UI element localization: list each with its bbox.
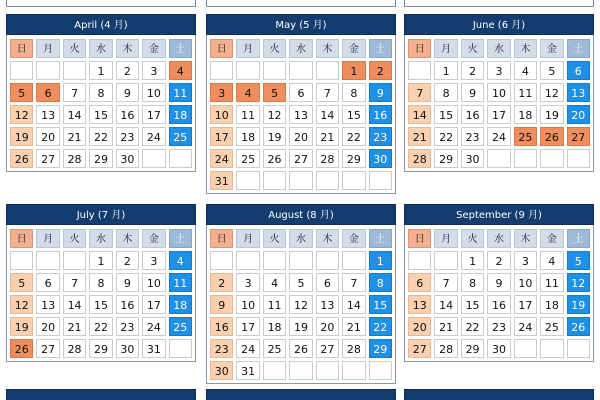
day-cell[interactable]: 19	[10, 317, 33, 336]
empty-day-cell	[316, 61, 339, 80]
empty-day-cell	[142, 149, 165, 168]
day-cell[interactable]: 17	[514, 295, 537, 314]
day-cell[interactable]: 15	[461, 295, 484, 314]
empty-day-cell	[342, 361, 365, 380]
empty-day-cell	[369, 361, 392, 380]
day-cell[interactable]: 23	[487, 317, 510, 336]
day-cell[interactable]: 27	[316, 339, 339, 358]
weekday-header: 日	[408, 39, 431, 58]
day-cell[interactable]: 13	[408, 295, 431, 314]
empty-day-cell	[289, 251, 312, 270]
prev-row-bottom-1	[6, 0, 196, 7]
day-cell[interactable]: 25	[540, 317, 563, 336]
empty-day-cell	[408, 61, 431, 80]
weekday-header: 金	[342, 39, 365, 58]
weekday-header: 水	[89, 39, 112, 58]
empty-day-cell	[342, 171, 365, 190]
day-cell[interactable]: 9	[461, 83, 484, 102]
weekday-header: 火	[63, 229, 86, 248]
month-card-april	[6, 14, 196, 172]
day-cell[interactable]: 13	[289, 105, 312, 124]
day-cell[interactable]: 20	[408, 317, 431, 336]
empty-day-cell	[236, 61, 259, 80]
day-cell[interactable]: 19	[540, 105, 563, 124]
day-cell[interactable]: 2	[369, 61, 392, 80]
day-cell[interactable]: 13	[567, 83, 590, 102]
empty-day-cell	[263, 361, 286, 380]
empty-day-cell	[289, 361, 312, 380]
day-cell[interactable]: 10	[514, 273, 537, 292]
weekday-header: 日	[210, 229, 233, 248]
next-row-top-1	[6, 389, 196, 400]
day-cell[interactable]: 17	[142, 295, 165, 314]
weekday-header: 木	[514, 39, 537, 58]
day-cell[interactable]: 21	[408, 127, 431, 146]
month-card-august	[206, 204, 396, 384]
day-cell[interactable]: 26	[567, 317, 590, 336]
day-cell[interactable]: 27	[408, 339, 431, 358]
day-cell[interactable]: 21	[342, 317, 365, 336]
day-cell[interactable]: 25	[236, 149, 259, 168]
day-cell[interactable]: 29	[461, 339, 484, 358]
weekday-header: 土	[369, 39, 392, 58]
day-cell[interactable]: 17	[487, 105, 510, 124]
day-cell[interactable]: 6	[36, 273, 59, 292]
day-cell[interactable]: 25	[169, 317, 192, 336]
day-cell[interactable]: 16	[116, 295, 139, 314]
day-cell[interactable]: 16	[210, 317, 233, 336]
empty-day-cell	[316, 361, 339, 380]
weekday-header: 水	[289, 39, 312, 58]
day-cell[interactable]: 10	[210, 105, 233, 124]
empty-day-cell	[210, 61, 233, 80]
day-cell[interactable]: 28	[63, 149, 86, 168]
day-cell[interactable]: 14	[342, 295, 365, 314]
day-cell[interactable]: 27	[567, 127, 590, 146]
day-cell[interactable]: 20	[316, 317, 339, 336]
day-cell[interactable]: 9	[210, 295, 233, 314]
day-cell[interactable]: 16	[116, 105, 139, 124]
day-grid	[404, 35, 594, 172]
day-cell[interactable]: 23	[210, 339, 233, 358]
weekday-header: 月	[434, 229, 457, 248]
day-cell[interactable]: 20	[567, 105, 590, 124]
day-cell[interactable]: 15	[342, 105, 365, 124]
day-cell[interactable]: 21	[434, 317, 457, 336]
day-cell[interactable]: 2	[116, 251, 139, 270]
empty-day-cell	[263, 171, 286, 190]
empty-day-cell	[567, 149, 590, 168]
day-grid	[404, 225, 594, 362]
day-cell[interactable]: 8	[461, 273, 484, 292]
day-cell[interactable]: 15	[369, 295, 392, 314]
day-cell[interactable]: 5	[567, 251, 590, 270]
day-cell[interactable]: 7	[316, 83, 339, 102]
empty-day-cell	[63, 251, 86, 270]
month-title: June (6 月)	[404, 14, 594, 35]
day-cell[interactable]: 12	[567, 273, 590, 292]
day-cell[interactable]: 7	[434, 273, 457, 292]
weekday-header: 日	[210, 39, 233, 58]
day-cell[interactable]: 8	[369, 273, 392, 292]
day-cell[interactable]: 31	[142, 339, 165, 358]
weekday-header: 金	[142, 39, 165, 58]
weekday-header: 木	[514, 229, 537, 248]
weekday-header: 月	[236, 229, 259, 248]
month-title: April (4 月)	[6, 14, 196, 35]
day-cell[interactable]: 6	[567, 61, 590, 80]
day-cell[interactable]: 23	[116, 127, 139, 146]
day-cell[interactable]: 4	[263, 273, 286, 292]
day-cell[interactable]: 24	[487, 127, 510, 146]
day-cell[interactable]: 10	[487, 83, 510, 102]
day-cell[interactable]: 4	[514, 61, 537, 80]
weekday-header: 木	[116, 39, 139, 58]
day-cell[interactable]: 26	[10, 339, 33, 358]
day-cell[interactable]: 24	[210, 149, 233, 168]
day-cell[interactable]: 12	[10, 105, 33, 124]
day-cell[interactable]: 22	[342, 127, 365, 146]
weekday-header: 火	[263, 229, 286, 248]
day-cell[interactable]: 15	[89, 105, 112, 124]
day-cell[interactable]: 28	[63, 339, 86, 358]
month-title: May (5 月)	[206, 14, 396, 35]
day-cell[interactable]: 4	[236, 83, 259, 102]
day-cell[interactable]: 29	[369, 339, 392, 358]
weekday-header: 日	[408, 229, 431, 248]
weekday-header: 木	[316, 39, 339, 58]
day-cell[interactable]: 14	[316, 105, 339, 124]
day-cell[interactable]: 1	[89, 61, 112, 80]
day-cell[interactable]: 22	[369, 317, 392, 336]
day-cell[interactable]: 4	[540, 251, 563, 270]
day-cell[interactable]: 24	[142, 127, 165, 146]
day-cell[interactable]: 11	[540, 273, 563, 292]
day-cell[interactable]: 30	[116, 339, 139, 358]
day-cell[interactable]: 12	[10, 295, 33, 314]
day-cell[interactable]: 18	[540, 295, 563, 314]
day-cell[interactable]: 16	[369, 105, 392, 124]
day-cell[interactable]: 16	[487, 295, 510, 314]
empty-day-cell	[263, 251, 286, 270]
day-cell[interactable]: 29	[342, 149, 365, 168]
weekday-header: 土	[169, 39, 192, 58]
day-cell[interactable]: 1	[434, 61, 457, 80]
day-cell[interactable]: 22	[89, 127, 112, 146]
day-cell[interactable]: 9	[369, 83, 392, 102]
empty-day-cell	[408, 251, 431, 270]
day-cell[interactable]: 26	[10, 149, 33, 168]
day-cell[interactable]: 28	[408, 149, 431, 168]
day-cell[interactable]: 6	[289, 83, 312, 102]
day-cell[interactable]: 27	[36, 339, 59, 358]
weekday-header: 水	[89, 229, 112, 248]
day-cell[interactable]: 3	[236, 273, 259, 292]
weekday-header: 日	[10, 229, 33, 248]
empty-day-cell	[342, 251, 365, 270]
weekday-header: 木	[116, 229, 139, 248]
empty-day-cell	[540, 149, 563, 168]
day-cell[interactable]: 22	[89, 317, 112, 336]
month-card-july	[6, 204, 196, 362]
day-cell[interactable]: 12	[289, 295, 312, 314]
weekday-header: 月	[36, 39, 59, 58]
empty-day-cell	[487, 149, 510, 168]
day-cell[interactable]: 12	[540, 83, 563, 102]
day-cell[interactable]: 5	[10, 273, 33, 292]
day-cell[interactable]: 9	[116, 83, 139, 102]
weekday-header: 土	[567, 39, 590, 58]
weekday-header: 火	[63, 39, 86, 58]
weekday-header: 土	[369, 229, 392, 248]
weekday-header: 金	[540, 229, 563, 248]
day-cell[interactable]: 26	[263, 149, 286, 168]
day-cell[interactable]: 1	[461, 251, 484, 270]
day-cell[interactable]: 22	[434, 127, 457, 146]
day-cell[interactable]: 3	[210, 83, 233, 102]
month-title: July (7 月)	[6, 204, 196, 225]
day-cell[interactable]: 24	[236, 339, 259, 358]
day-cell[interactable]: 11	[169, 83, 192, 102]
day-cell[interactable]: 18	[169, 105, 192, 124]
weekday-header: 日	[10, 39, 33, 58]
empty-day-cell	[210, 251, 233, 270]
day-cell[interactable]: 8	[89, 83, 112, 102]
day-cell[interactable]: 14	[408, 105, 431, 124]
day-cell[interactable]: 6	[36, 83, 59, 102]
month-card-may	[206, 14, 396, 194]
day-cell[interactable]: 30	[369, 149, 392, 168]
weekday-header: 金	[540, 39, 563, 58]
month-card-june	[404, 14, 594, 172]
weekday-header: 金	[342, 229, 365, 248]
day-cell[interactable]: 30	[210, 361, 233, 380]
day-cell[interactable]: 20	[289, 127, 312, 146]
day-cell[interactable]: 23	[369, 127, 392, 146]
day-cell[interactable]: 26	[289, 339, 312, 358]
day-cell[interactable]: 31	[210, 171, 233, 190]
empty-day-cell	[316, 251, 339, 270]
day-cell[interactable]: 9	[116, 273, 139, 292]
weekday-header: 月	[36, 229, 59, 248]
day-cell[interactable]: 1	[89, 251, 112, 270]
day-cell[interactable]: 26	[540, 127, 563, 146]
day-cell[interactable]: 23	[116, 317, 139, 336]
empty-day-cell	[434, 251, 457, 270]
empty-day-cell	[369, 171, 392, 190]
day-cell[interactable]: 14	[63, 295, 86, 314]
day-grid	[6, 225, 196, 362]
day-cell[interactable]: 25	[263, 339, 286, 358]
day-cell[interactable]: 7	[408, 83, 431, 102]
empty-day-cell	[63, 61, 86, 80]
day-cell[interactable]: 29	[89, 149, 112, 168]
day-cell[interactable]: 6	[316, 273, 339, 292]
day-cell[interactable]: 30	[116, 149, 139, 168]
weekday-header: 火	[461, 39, 484, 58]
day-grid	[206, 35, 396, 194]
day-cell[interactable]: 24	[514, 317, 537, 336]
day-cell[interactable]: 28	[434, 339, 457, 358]
weekday-header: 水	[487, 39, 510, 58]
day-cell[interactable]: 25	[514, 127, 537, 146]
day-cell[interactable]: 13	[36, 295, 59, 314]
day-cell[interactable]: 1	[342, 61, 365, 80]
day-cell[interactable]: 27	[289, 149, 312, 168]
day-cell[interactable]: 8	[89, 273, 112, 292]
day-cell[interactable]: 5	[289, 273, 312, 292]
month-title: September (9 月)	[404, 204, 594, 225]
day-cell[interactable]: 19	[289, 317, 312, 336]
day-cell[interactable]: 17	[236, 317, 259, 336]
empty-day-cell	[514, 149, 537, 168]
day-cell[interactable]: 13	[316, 295, 339, 314]
day-cell[interactable]: 30	[487, 339, 510, 358]
empty-day-cell	[236, 171, 259, 190]
day-grid	[6, 35, 196, 172]
empty-day-cell	[567, 339, 590, 358]
empty-day-cell	[263, 61, 286, 80]
day-cell[interactable]: 3	[487, 61, 510, 80]
day-cell[interactable]: 11	[236, 105, 259, 124]
day-cell[interactable]: 24	[142, 317, 165, 336]
day-cell[interactable]: 4	[169, 61, 192, 80]
day-cell[interactable]: 28	[342, 339, 365, 358]
day-cell[interactable]: 20	[36, 127, 59, 146]
day-cell[interactable]: 12	[263, 105, 286, 124]
day-cell[interactable]: 2	[487, 251, 510, 270]
day-cell[interactable]: 17	[142, 105, 165, 124]
weekday-header: 火	[461, 229, 484, 248]
prev-row-bottom-3	[404, 0, 594, 7]
empty-day-cell	[169, 339, 192, 358]
weekday-header: 木	[316, 229, 339, 248]
day-cell[interactable]: 21	[316, 127, 339, 146]
day-cell[interactable]: 2	[116, 61, 139, 80]
day-cell[interactable]: 15	[434, 105, 457, 124]
weekday-header: 月	[236, 39, 259, 58]
day-cell[interactable]: 14	[434, 295, 457, 314]
day-cell[interactable]: 29	[434, 149, 457, 168]
next-row-top-2	[206, 389, 396, 400]
day-cell[interactable]: 5	[10, 83, 33, 102]
weekday-header: 月	[434, 39, 457, 58]
day-cell[interactable]: 11	[263, 295, 286, 314]
day-cell[interactable]: 1	[369, 251, 392, 270]
day-cell[interactable]: 18	[169, 295, 192, 314]
day-cell[interactable]: 31	[236, 361, 259, 380]
day-cell[interactable]: 19	[263, 127, 286, 146]
day-cell[interactable]: 3	[142, 61, 165, 80]
empty-day-cell	[169, 149, 192, 168]
day-cell[interactable]: 3	[514, 251, 537, 270]
weekday-header: 水	[289, 229, 312, 248]
day-cell[interactable]: 21	[63, 127, 86, 146]
day-cell[interactable]: 11	[514, 83, 537, 102]
day-cell[interactable]: 2	[461, 61, 484, 80]
day-cell[interactable]: 8	[434, 83, 457, 102]
empty-day-cell	[36, 251, 59, 270]
day-cell[interactable]: 9	[487, 273, 510, 292]
empty-day-cell	[236, 251, 259, 270]
day-cell[interactable]: 6	[408, 273, 431, 292]
day-cell[interactable]: 14	[63, 105, 86, 124]
day-cell[interactable]: 2	[210, 273, 233, 292]
day-cell[interactable]: 25	[169, 127, 192, 146]
day-cell[interactable]: 19	[10, 127, 33, 146]
day-cell[interactable]: 18	[263, 317, 286, 336]
day-cell[interactable]: 10	[142, 83, 165, 102]
day-grid	[206, 225, 396, 384]
day-cell[interactable]: 16	[461, 105, 484, 124]
day-cell[interactable]: 13	[36, 105, 59, 124]
empty-day-cell	[36, 61, 59, 80]
day-cell[interactable]: 15	[89, 295, 112, 314]
day-cell[interactable]: 19	[567, 295, 590, 314]
weekday-header: 土	[169, 229, 192, 248]
day-cell[interactable]: 8	[342, 83, 365, 102]
weekday-header: 金	[142, 229, 165, 248]
month-title: August (8 月)	[206, 204, 396, 225]
empty-day-cell	[289, 171, 312, 190]
empty-day-cell	[514, 339, 537, 358]
day-cell[interactable]: 7	[63, 83, 86, 102]
weekday-header: 水	[487, 229, 510, 248]
empty-day-cell	[540, 339, 563, 358]
day-cell[interactable]: 23	[461, 127, 484, 146]
weekday-header: 火	[263, 39, 286, 58]
day-cell[interactable]: 10	[236, 295, 259, 314]
empty-day-cell	[289, 61, 312, 80]
day-cell[interactable]: 18	[514, 105, 537, 124]
empty-day-cell	[10, 61, 33, 80]
day-cell[interactable]: 22	[461, 317, 484, 336]
day-cell[interactable]: 30	[461, 149, 484, 168]
month-card-september	[404, 204, 594, 362]
day-cell[interactable]: 27	[36, 149, 59, 168]
day-cell[interactable]: 3	[142, 251, 165, 270]
weekday-header: 土	[567, 229, 590, 248]
day-cell[interactable]: 4	[169, 251, 192, 270]
day-cell[interactable]: 5	[540, 61, 563, 80]
next-row-top-3	[404, 389, 594, 400]
day-cell[interactable]: 7	[342, 273, 365, 292]
day-cell[interactable]: 29	[89, 339, 112, 358]
day-cell[interactable]: 18	[236, 127, 259, 146]
day-cell[interactable]: 7	[63, 273, 86, 292]
day-cell[interactable]: 10	[142, 273, 165, 292]
day-cell[interactable]: 11	[169, 273, 192, 292]
empty-day-cell	[10, 251, 33, 270]
prev-row-bottom-2	[206, 0, 396, 7]
empty-day-cell	[316, 171, 339, 190]
day-cell[interactable]: 20	[36, 317, 59, 336]
day-cell[interactable]: 21	[63, 317, 86, 336]
day-cell[interactable]: 28	[316, 149, 339, 168]
day-cell[interactable]: 5	[263, 83, 286, 102]
day-cell[interactable]: 17	[210, 127, 233, 146]
